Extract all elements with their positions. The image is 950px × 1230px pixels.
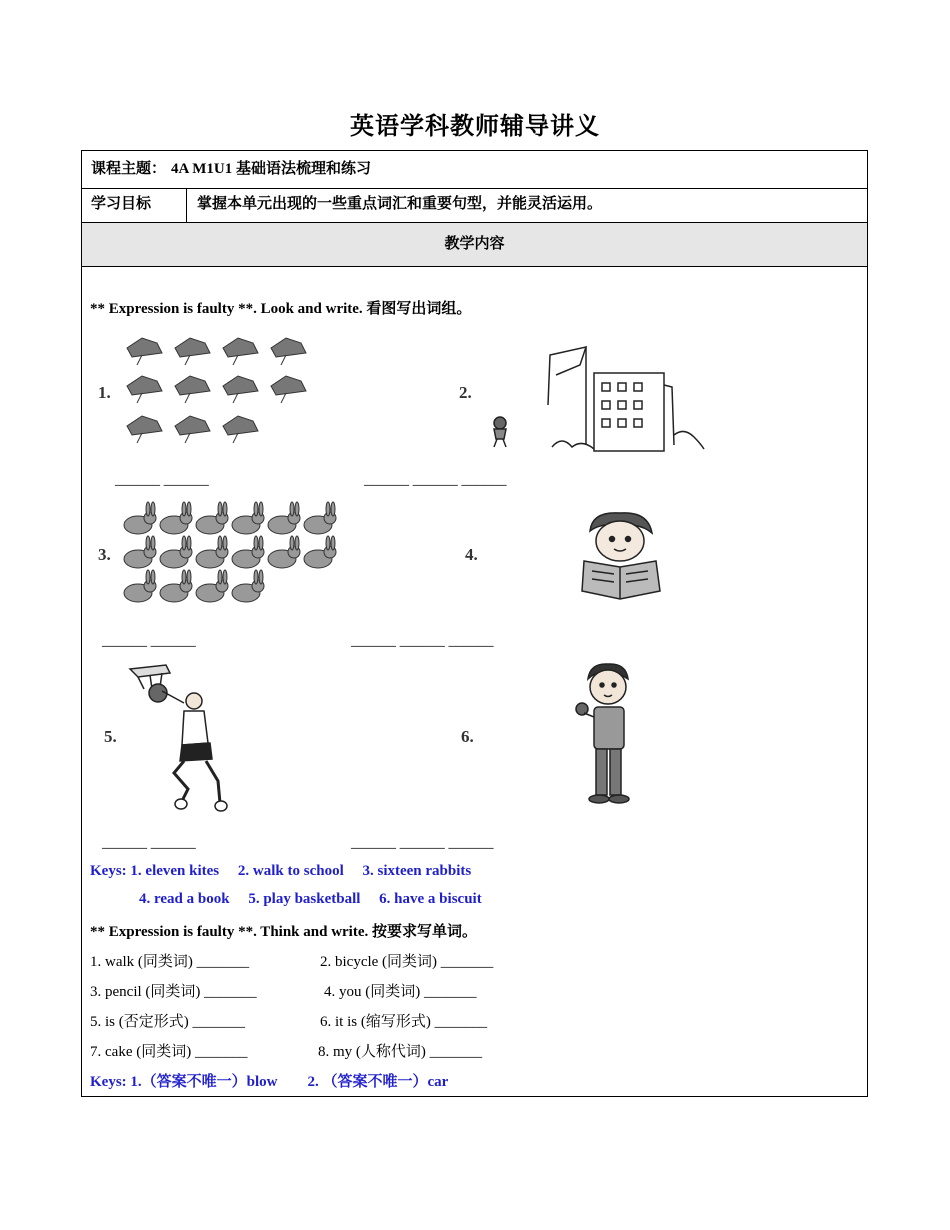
keys-line-2: 4. read a book 5. play basketball 6. have a biscuit [139,891,482,907]
think-and-write-heading: ** Expression is faulty **. Think and write. 按要求写单词。 [90,924,478,940]
item-number: 2. [459,383,472,402]
basketball-player-image [126,663,246,818]
content-header-row [82,223,867,267]
item-number: 3. [98,545,111,564]
question-4: 4. you (同类词) _______ [324,984,477,1000]
item-number: 5. [104,727,117,746]
item-number: 6. [461,727,474,746]
column-divider [186,189,187,222]
keys-section-2: Keys: 1.（答案不唯一）blow 2. （答案不唯一）car [90,1074,449,1090]
keys-line-1: Keys: 1. eleven kites 2. walk to school 3. sixteen rabbits [90,863,472,879]
answer-blank[interactable]: ______ ______ [102,835,196,851]
topic-label: 课程主题： [91,161,167,177]
biscuit-boy-image [572,661,642,816]
content-area [82,267,867,1096]
answer-blank[interactable]: ______ ______ ______ [351,835,494,851]
page-title: 英语学科教师辅导讲义 [350,114,600,140]
rabbits-image [122,503,352,613]
question-8: 8. my (人称代词) _______ [318,1044,483,1060]
question-3: 3. pencil (同类词) _______ [90,984,257,1000]
item-number: 1. [98,383,111,402]
walk-to-school-image [482,335,712,460]
reading-boy-image [580,509,670,604]
goal-label: 学习目标 [91,196,152,212]
answer-blank[interactable]: ______ ______ ______ [364,472,507,488]
kites-image [122,333,312,453]
question-2: 2. bicycle (同类词) _______ [320,954,494,970]
item-number: 4. [465,545,478,564]
goal-row [82,189,867,223]
answer-blank[interactable]: ______ ______ [115,472,209,488]
topic-value: 4A M1U1 基础语法梳理和练习 [171,161,371,177]
content-header: 教学内容 [444,236,505,252]
goal-value: 掌握本单元出现的一些重点词汇和重要句型，并能灵活运用。 [197,196,603,212]
question-1: 1. walk (同类词) _______ [90,954,250,970]
look-and-write-heading: ** Expression is faulty **. Look and write. 看图写出词组。 [90,301,472,317]
lesson-table [81,150,868,1097]
question-5: 5. is (否定形式) _______ [90,1014,245,1030]
question-7: 7. cake (同类词) _______ [90,1044,248,1060]
answer-blank[interactable]: ______ ______ [102,633,196,649]
answer-blank[interactable]: ______ ______ ______ [351,633,494,649]
topic-row [82,151,867,189]
question-6: 6. it is (缩写形式) _______ [320,1014,488,1030]
